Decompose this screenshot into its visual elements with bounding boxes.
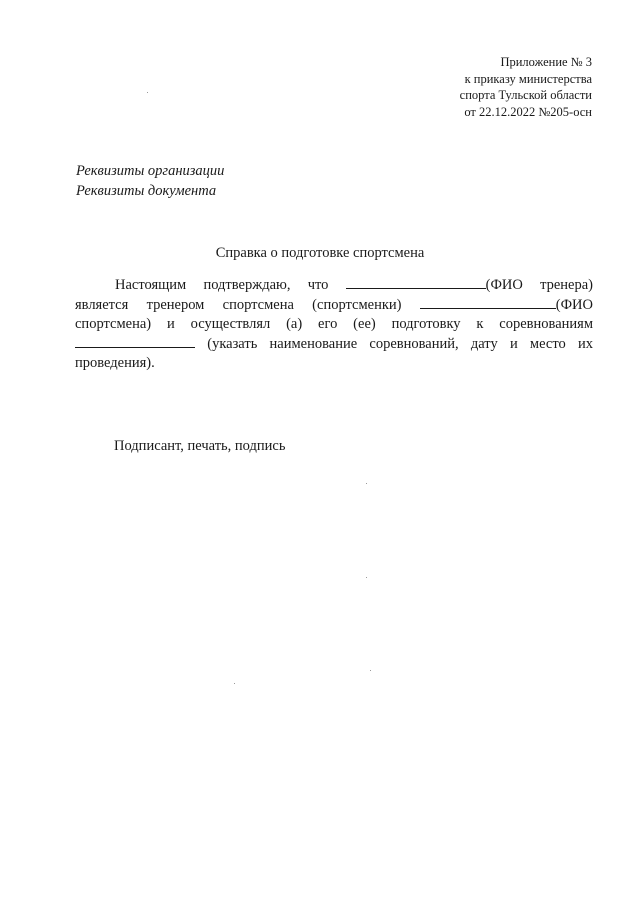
document-requisites: Реквизиты документа <box>76 183 217 199</box>
signature-line: Подписант, печать, подпись <box>114 438 286 454</box>
body-text-part3: (ФИО спортсмена) и осуществлял (а) его (ее) подготовку к соревнованиям <box>75 296 593 332</box>
certificate-body <box>75 276 593 374</box>
annex-order-date: от 22.12.2022 №205-осн <box>464 104 592 119</box>
body-text-part4: (указать наименование соревнований, дату и место их проведения). <box>75 335 593 371</box>
annex-header <box>332 54 592 120</box>
scan-speck <box>370 670 371 671</box>
scan-speck <box>234 683 235 684</box>
scan-speck <box>366 577 367 578</box>
athlete-name-blank <box>420 296 556 309</box>
scan-speck <box>147 92 148 93</box>
coach-name-blank <box>346 276 486 289</box>
body-text-part2: (ФИО тренера) является тренером спортсмена (спортсменки) <box>75 277 593 313</box>
annex-ministry: спорта Тульской области <box>459 88 592 102</box>
annex-number: Приложение № 3 <box>500 55 592 69</box>
document-title: Справка о подготовке спортсмена <box>215 245 425 261</box>
requisites-block <box>76 161 224 201</box>
competitions-blank <box>75 335 195 348</box>
scan-speck <box>366 483 367 484</box>
body-text-part1: Настоящим подтверждаю, что <box>115 277 346 293</box>
organization-requisites: Реквизиты организации <box>76 163 225 179</box>
annex-order-ref: к приказу министерства <box>464 71 592 86</box>
